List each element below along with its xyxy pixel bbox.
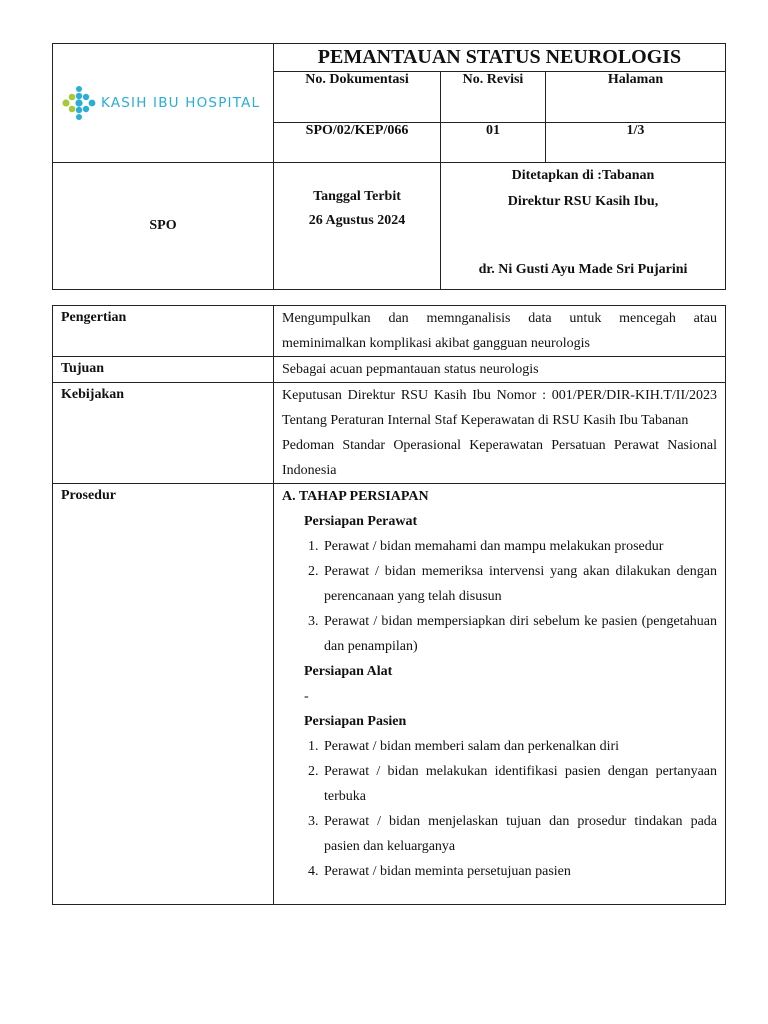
persiapan-perawat-list [282,534,717,659]
hospital-logo [53,85,273,121]
prosedur-content [274,484,726,905]
row-pengertian [53,306,726,357]
issue-date-cell [274,163,441,290]
kebijakan-item: Keputusan Direktur RSU Kasih Ibu Nomor : 001/PER/DIR-KIH.T/II/2023 Tentang Peraturan Internal Staf Keperawatan di RSU Kasih Ibu Tabanan [282,388,717,428]
kebijakan-item: Pedoman Standar Operasional Keperawatan Persatuan Perawat Nasional Indonesia [282,438,717,478]
row-prosedur [53,484,726,905]
list-item: 1. Perawat / bidan memberi salam dan perkenalkan diri [322,734,717,759]
approval-cell [441,163,726,290]
tujuan-text: Sebagai acuan pepmantauan status neurologis [274,357,726,383]
page-value: 1/3 [546,123,726,163]
list-item: 2. Perawat / bidan memeriksa intervensi yang akan dilakukan dengan perencanaan yang telah disusun [322,559,717,609]
list-item: 3. Perawat / bidan mempersiapkan diri sebelum ke pasien (pengetahuan dan penampilan) [322,609,717,659]
persiapan-perawat-heading: Persiapan Perawat [304,514,418,529]
document-header [52,43,726,290]
list-item: 3. Perawat / bidan menjelaskan tujuan dan prosedur tindakan pada pasien dan keluarganya [322,809,717,859]
page-label: Halaman [546,72,726,123]
list-item: 1. Perawat / bidan memahami dan mampu melakukan prosedur [322,534,717,559]
pengertian-text: Mengumpulkan dan memnganalisis data untuk mencegah atau meminimalkan komplikasi akibat gangguan neurologis [274,306,726,357]
persiapan-alat-heading: Persiapan Alat [304,664,393,679]
list-item: 2. Perawat / bidan melakukan identifikasi pasien dengan pertanyaan terbuka [322,759,717,809]
row-tujuan [53,357,726,383]
doc-number-label: No. Dokumentasi [274,72,441,123]
tujuan-label: Tujuan [53,357,274,383]
kebijakan-content [274,383,726,484]
hospital-logo-text: KASIH IBU HOSPITAL [101,95,261,111]
list-item: 4. Perawat / bidan meminta persetujuan pasien [322,859,717,884]
set-at-text: Ditetapkan di :Tabanan [511,168,655,183]
signatory-name: dr. Ni Gusti Ayu Made Sri Pujarini [478,262,688,277]
pengertian-label: Pengertian [53,306,274,357]
director-title: Direktur RSU Kasih Ibu, [507,194,659,209]
row-kebijakan [53,383,726,484]
issue-date-label: Tanggal Terbit [313,189,401,204]
issue-date-value: 26 Agustus 2024 [308,213,406,228]
revision-label: No. Revisi [441,72,546,123]
prosedur-label: Prosedur [53,484,274,905]
spo-content-table [52,305,726,905]
doc-number-value: SPO/02/KEP/066 [274,123,441,163]
persiapan-alat-value: - [304,689,309,704]
spo-label: SPO [53,163,274,290]
logo-cell [53,44,274,163]
kebijakan-label: Kebijakan [53,383,274,484]
persiapan-pasien-heading: Persiapan Pasien [304,714,407,729]
revision-value: 01 [441,123,546,163]
hospital-logo-icon [61,85,97,121]
persiapan-pasien-list [282,734,717,884]
section-a-heading: A. TAHAP PERSIAPAN [282,489,429,504]
document-title: PEMANTAUAN STATUS NEUROLOGIS [274,44,726,72]
